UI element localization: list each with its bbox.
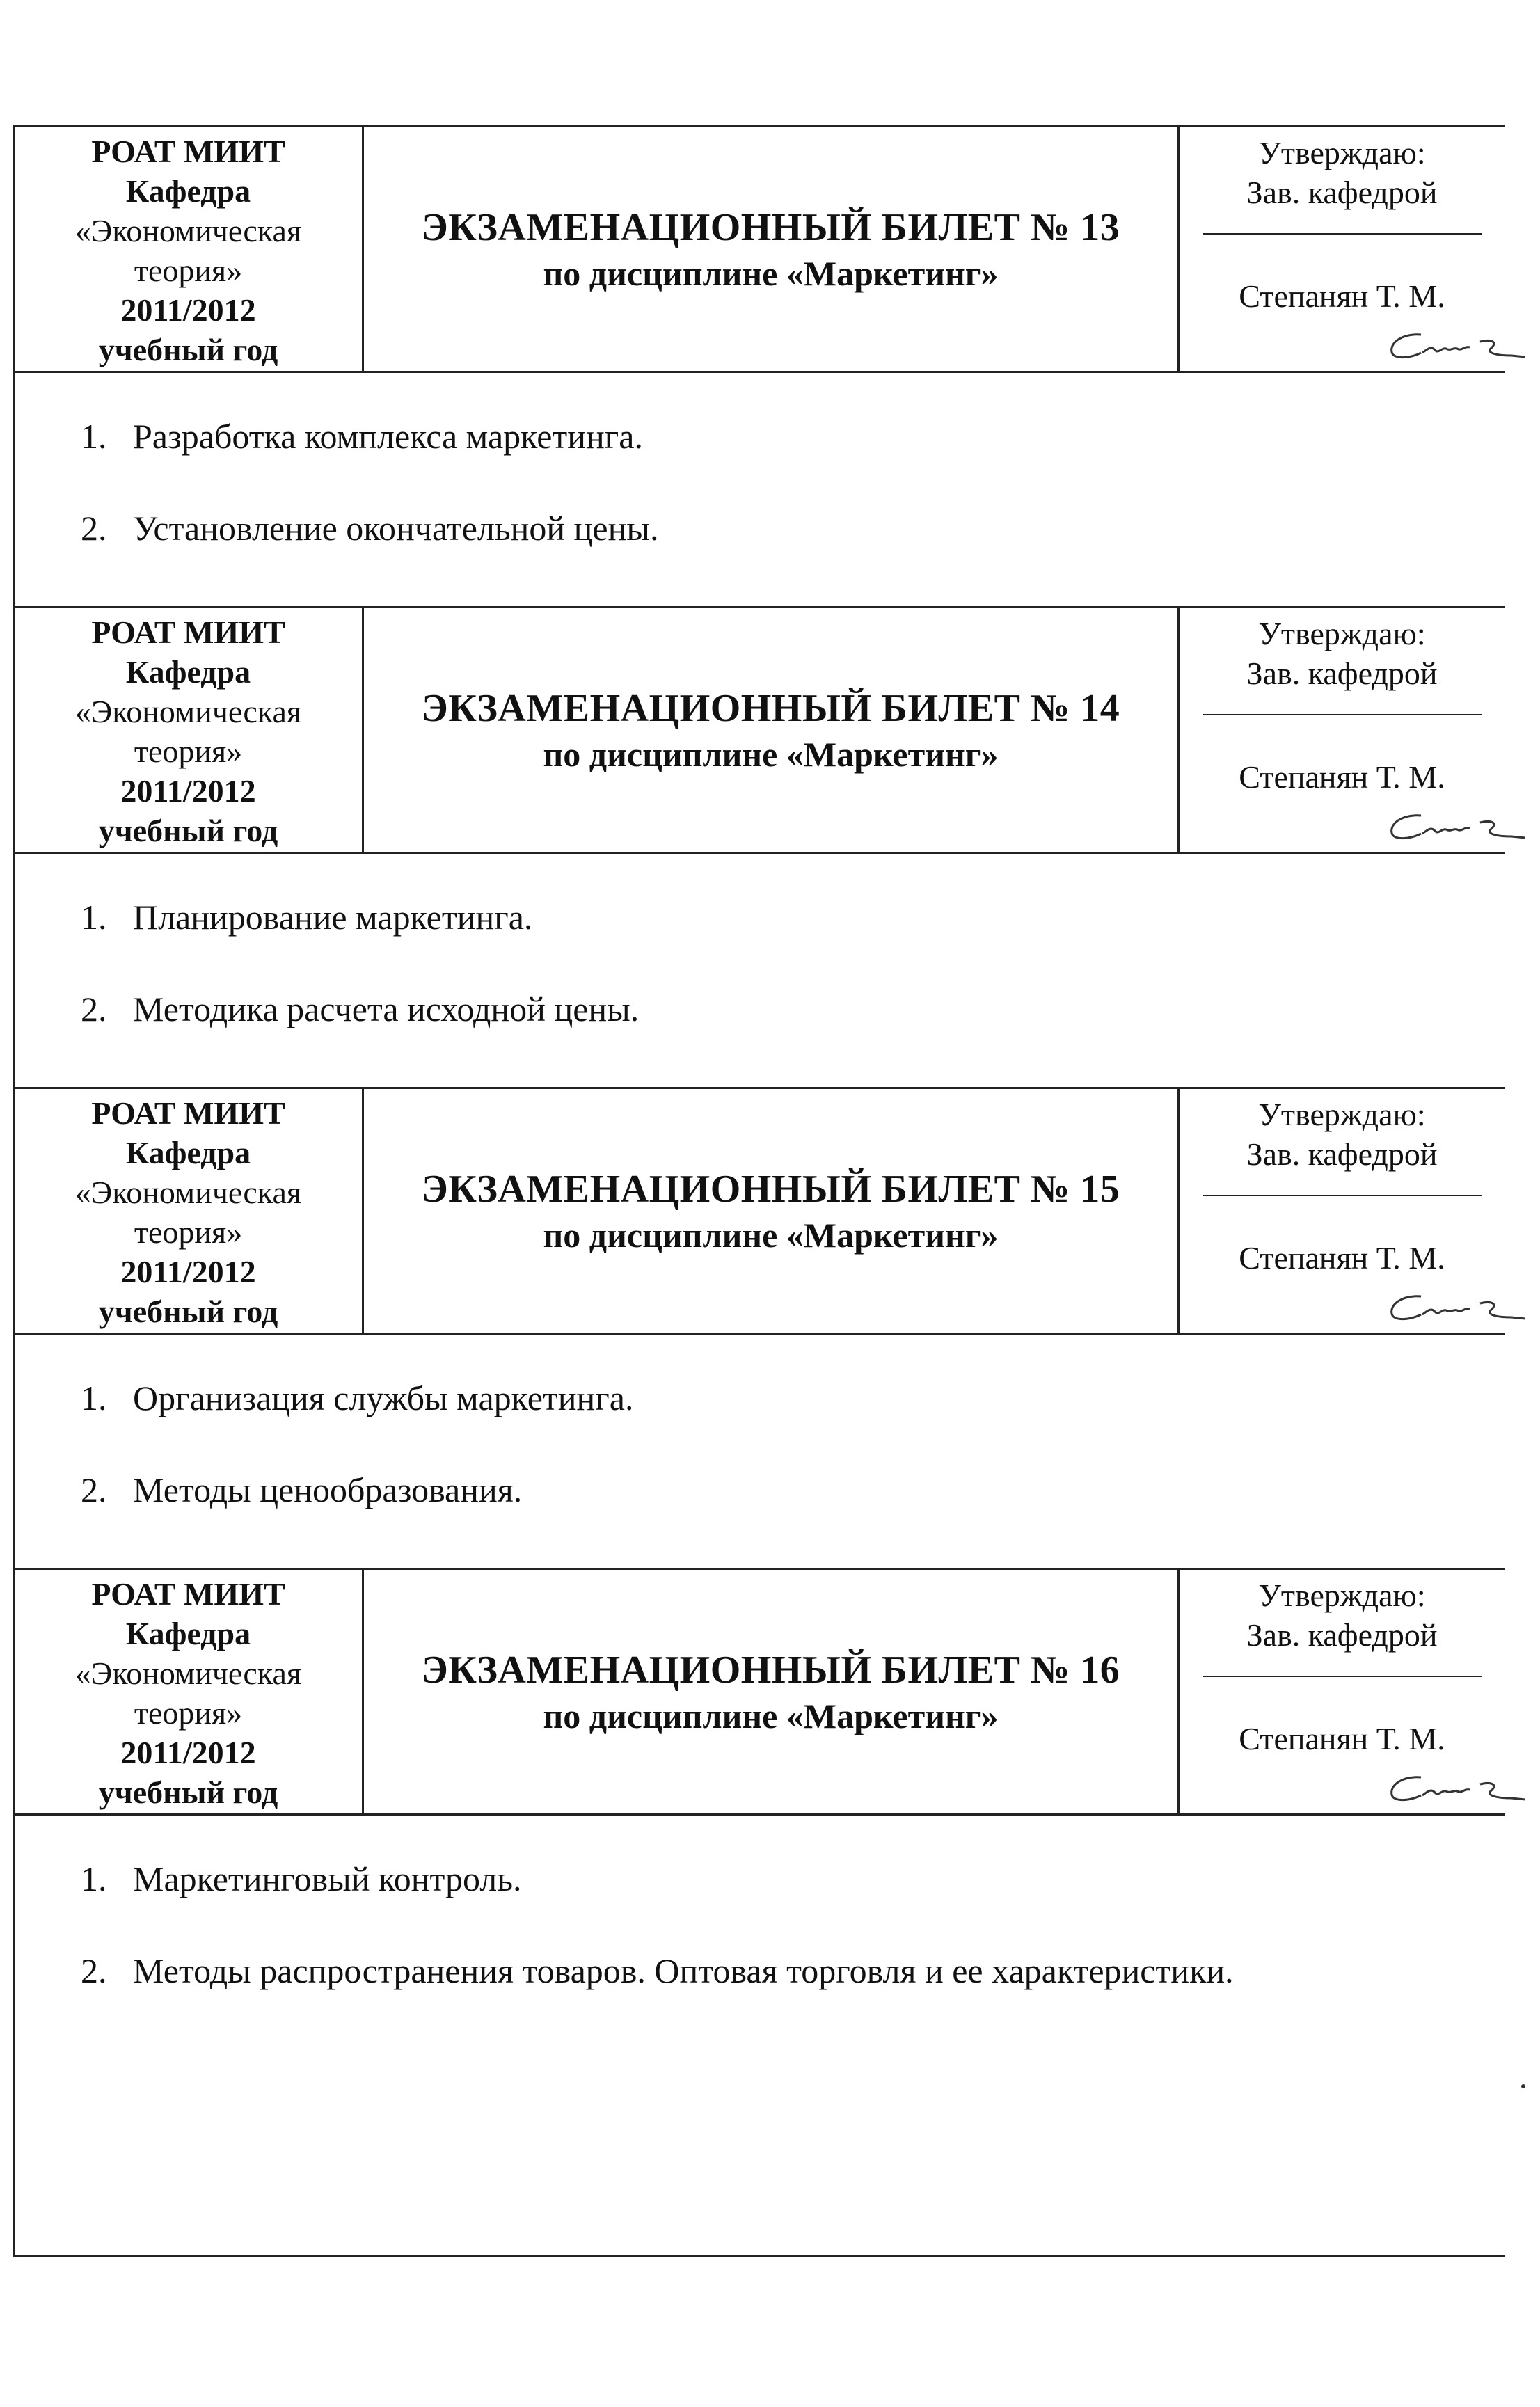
ticket-title: ЭКЗАМЕНАЦИОННЫЙ БИЛЕТ № 13 [421,206,1120,249]
handwritten-signature [1317,321,1525,370]
academic-year-label: учебный год [98,1774,278,1810]
handwritten-signature [1317,1282,1525,1331]
question-item [81,1949,1505,1992]
question-text: Методика расчета исходной цены. [133,990,640,1028]
department-name-line-1: «Экономическая [74,1655,302,1691]
department-block [13,1089,364,1333]
question-item [81,415,1505,458]
question-item [81,987,1505,1031]
department-name-line-2: теория» [134,1695,243,1731]
approver-name: Степанян Т. М. [1239,759,1445,795]
approver-name: Степанян Т. М. [1239,1240,1445,1276]
ticket-title: ЭКЗАМЕНАЦИОННЫЙ БИЛЕТ № 14 [421,687,1120,730]
question-item [81,1376,1505,1420]
academic-year: 2011/2012 [120,1254,256,1289]
ticket-subject: по дисциплине «Маркетинг» [543,735,999,774]
department-name-line-2: теория» [134,253,243,288]
department-block [13,1570,364,1813]
question-number: 2. [81,990,107,1028]
question-text: Маркетинговый контроль. [133,1859,522,1898]
question-text: Методы распространения товаров. Оптовая торговля и ее характеристики. [133,1951,1234,1990]
signature-line [1203,233,1482,235]
academic-year: 2011/2012 [120,1735,256,1770]
ticket-questions [13,1816,1505,2257]
ticket-header [13,1568,1505,1816]
scan-speck [1521,2084,1525,2088]
ticket-header [13,1087,1505,1335]
question-number: 1. [81,417,107,456]
approver-role: Зав. кафедрой [1246,656,1438,691]
exam-ticket [13,1087,1505,1568]
department-name-line-1: «Экономическая [74,213,302,248]
handwritten-signature [1317,1763,1525,1812]
signature-line [1203,714,1482,715]
question-number: 1. [81,1379,107,1417]
approver-role: Зав. кафедрой [1246,1136,1438,1172]
question-text: Установление окончательной цены. [133,509,659,548]
approver-role: Зав. кафедрой [1246,1617,1438,1653]
exam-tickets-sheet [13,125,1505,2257]
question-text: Планирование маркетинга. [133,898,533,937]
academic-year-label: учебный год [98,1294,278,1329]
approval-block [1180,608,1505,852]
ticket-title: ЭКЗАМЕНАЦИОННЫЙ БИЛЕТ № 15 [421,1168,1120,1211]
ticket-title-block [364,1570,1180,1813]
ticket-title: ЭКЗАМЕНАЦИОННЫЙ БИЛЕТ № 16 [421,1649,1120,1692]
org-name: РОАТ МИИТ [91,1576,285,1612]
ticket-subject: по дисциплине «Маркетинг» [543,1216,999,1255]
question-text: Методы ценообразования. [133,1470,523,1509]
question-item [81,1857,1505,1900]
signature-line [1203,1676,1482,1677]
question-text: Разработка комплекса маркетинга. [133,417,643,456]
ticket-questions [13,373,1505,606]
department-label: Кафедра [125,654,251,690]
ticket-questions [13,854,1505,1087]
department-block [13,608,364,852]
ticket-questions [13,1335,1505,1568]
department-label: Кафедра [125,173,251,209]
exam-ticket [13,1568,1505,2257]
ticket-title-block [364,1089,1180,1333]
department-name-line-1: «Экономическая [74,1175,302,1210]
ticket-header [13,606,1505,854]
ticket-title-block [364,127,1180,371]
question-number: 1. [81,1859,107,1898]
approval-block [1180,1570,1505,1813]
approve-label: Утверждаю: [1258,1578,1426,1613]
ticket-title-block [364,608,1180,852]
approval-block [1180,127,1505,371]
department-name-line-2: теория» [134,1214,243,1250]
approval-block [1180,1089,1505,1333]
approver-name: Степанян Т. М. [1239,278,1445,314]
handwritten-signature [1317,802,1525,850]
question-item [81,896,1505,939]
department-label: Кафедра [125,1135,251,1170]
question-number: 1. [81,898,107,937]
question-text: Организация службы маркетинга. [133,1379,634,1417]
ticket-header [13,125,1505,373]
department-block [13,127,364,371]
question-number: 2. [81,1470,107,1509]
academic-year-label: учебный год [98,332,278,367]
department-name-line-1: «Экономическая [74,694,302,729]
department-label: Кафедра [125,1616,251,1651]
academic-year-label: учебный год [98,813,278,848]
academic-year: 2011/2012 [120,773,256,809]
ticket-subject: по дисциплине «Маркетинг» [543,254,999,293]
exam-ticket [13,606,1505,1087]
org-name: РОАТ МИИТ [91,1095,285,1131]
org-name: РОАТ МИИТ [91,614,285,650]
question-item [81,1468,1505,1511]
approve-label: Утверждаю: [1258,616,1426,651]
approver-name: Степанян Т. М. [1239,1721,1445,1756]
signature-line [1203,1195,1482,1196]
question-number: 2. [81,509,107,548]
department-name-line-2: теория» [134,733,243,769]
approver-role: Зав. кафедрой [1246,175,1438,210]
question-item [81,507,1505,550]
exam-ticket [13,125,1505,606]
approve-label: Утверждаю: [1258,1097,1426,1132]
org-name: РОАТ МИИТ [91,134,285,169]
approve-label: Утверждаю: [1258,135,1426,170]
question-number: 2. [81,1951,107,1990]
academic-year: 2011/2012 [120,292,256,328]
ticket-subject: по дисциплине «Маркетинг» [543,1697,999,1735]
